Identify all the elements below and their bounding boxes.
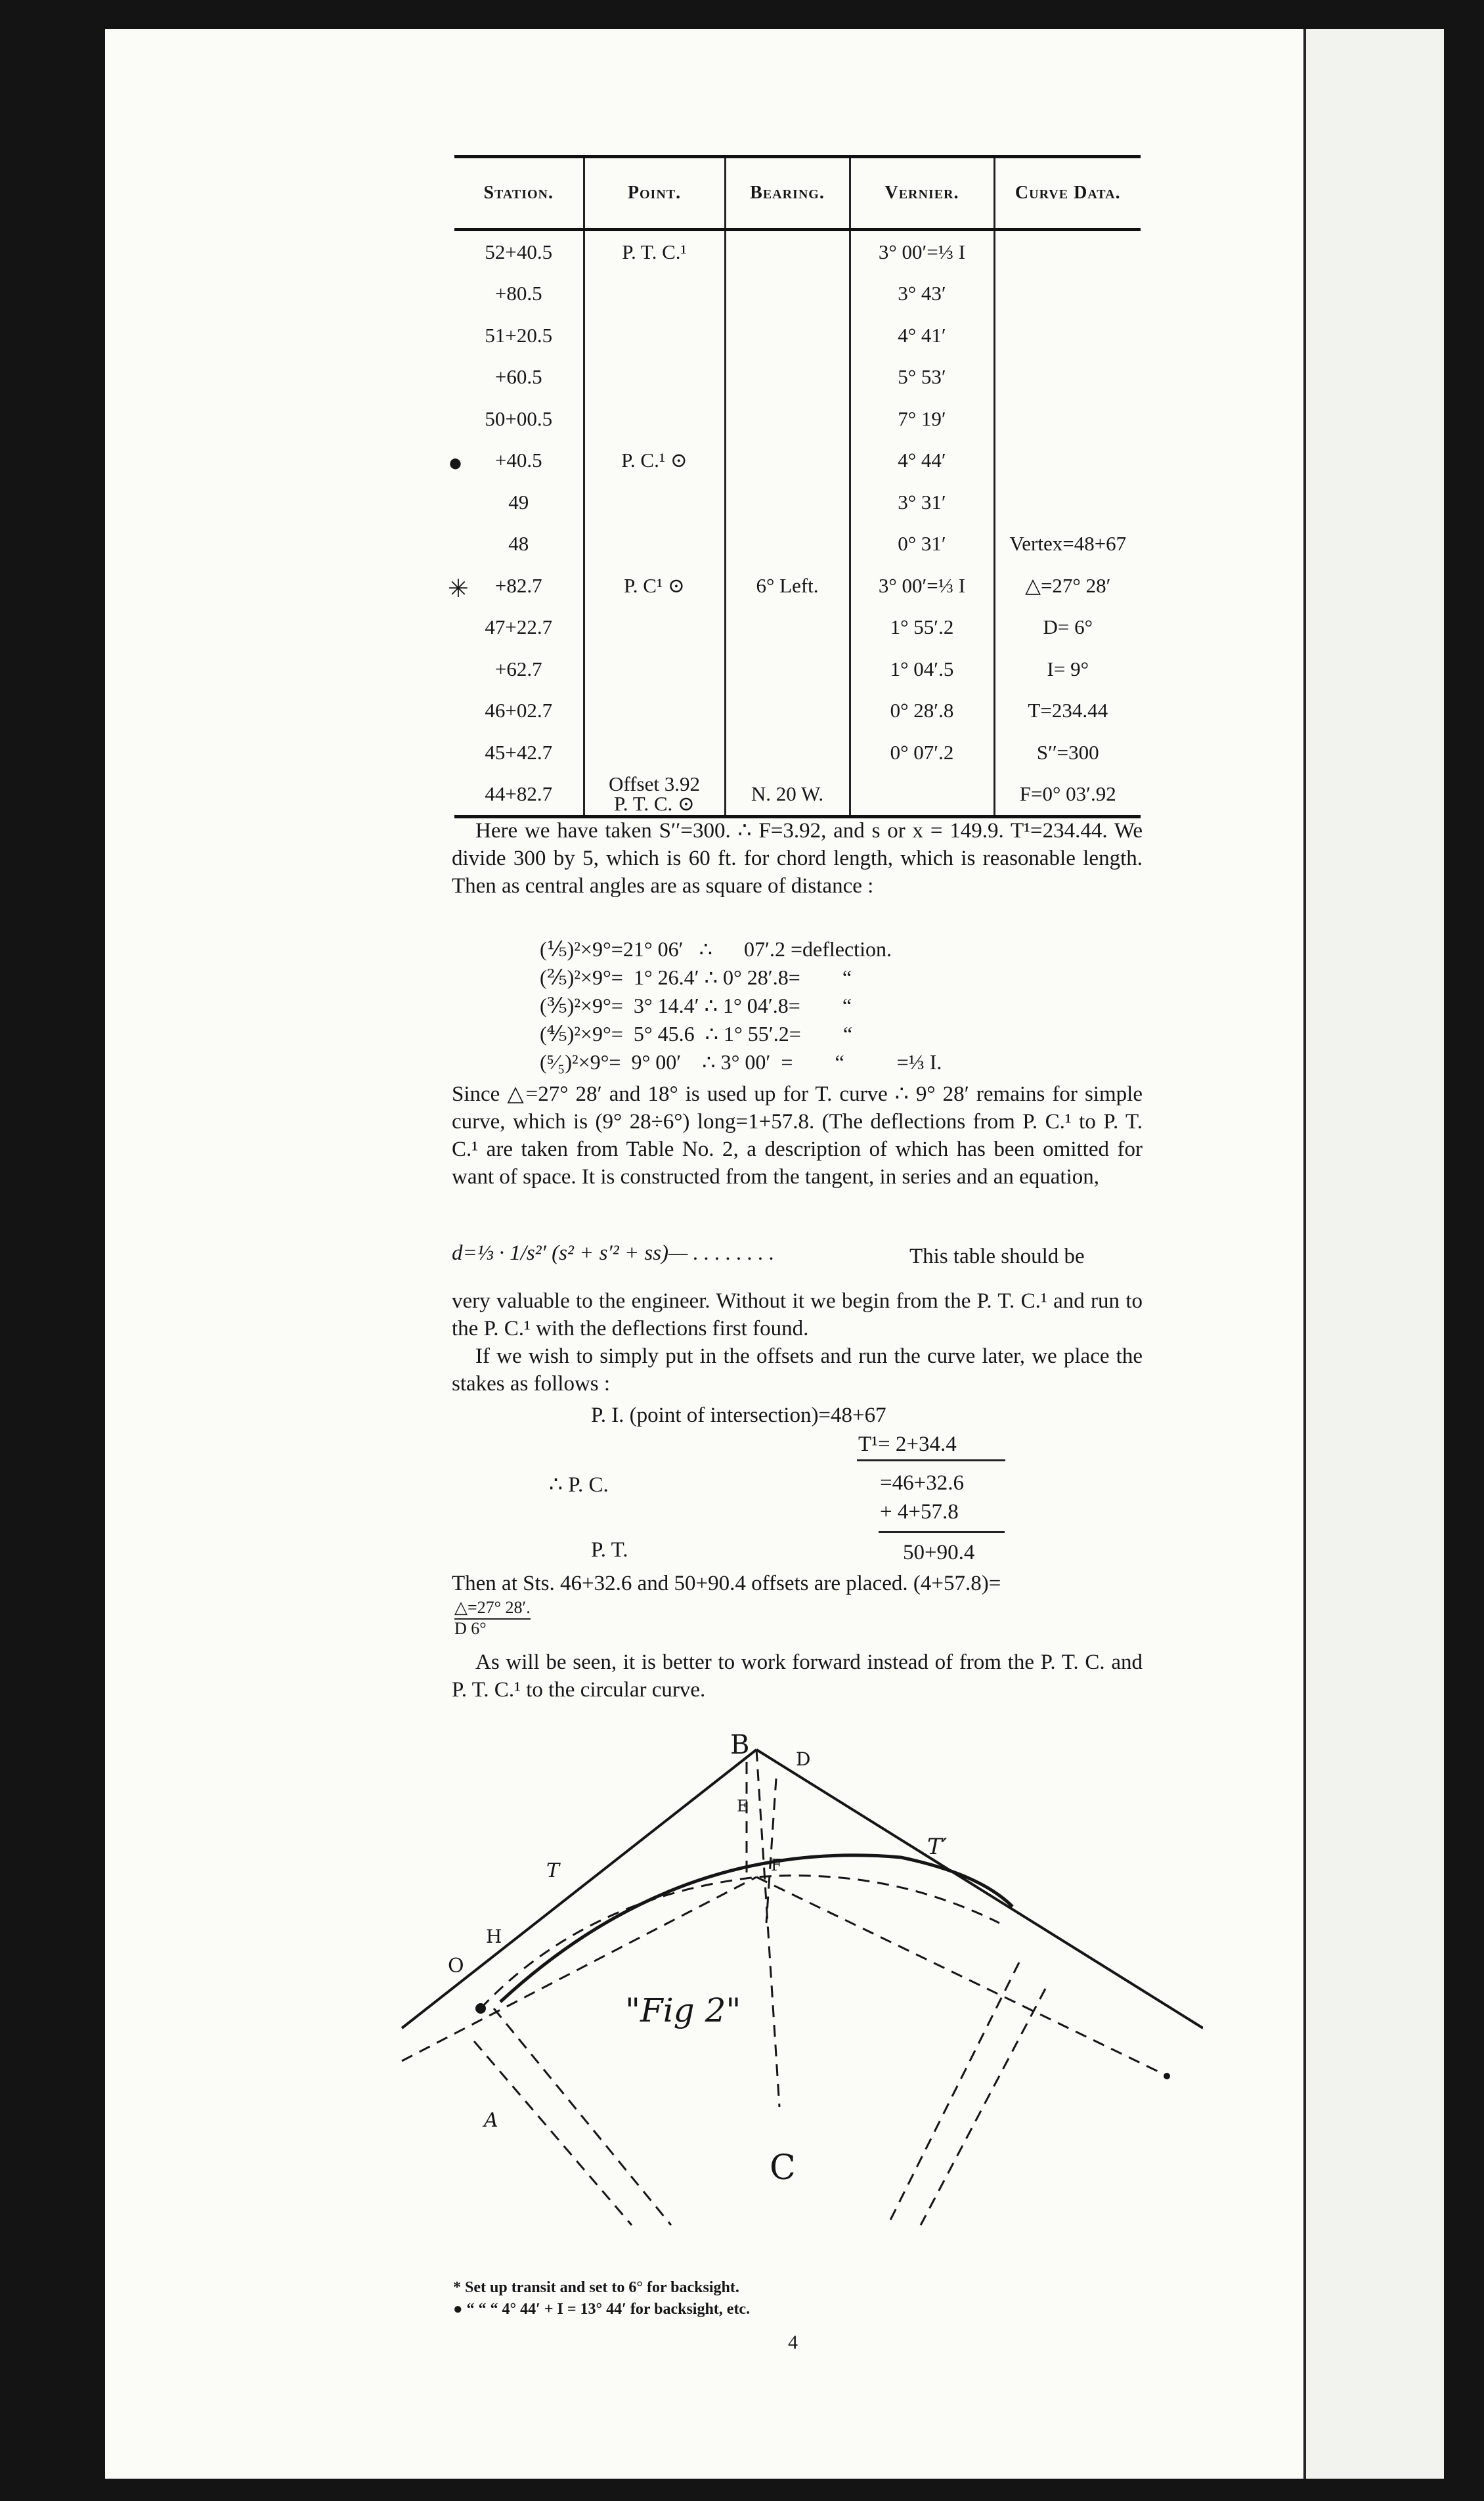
cell-vernier-text: 1° 04′.5 — [890, 657, 954, 680]
cell-point — [584, 732, 725, 774]
cell-point — [584, 398, 725, 440]
cell-station-text: +80.5 — [494, 282, 542, 305]
cell-station-text: 51+20.5 — [485, 323, 553, 347]
cell-point — [584, 565, 725, 607]
table-row — [454, 357, 1141, 399]
cell-curve-text: D= 6° — [1043, 615, 1093, 639]
paragraph-4: If we wish to simply put in the offsets and run the curve later, we place the stakes as follows : — [452, 1344, 1143, 1396]
table-row — [454, 648, 1141, 690]
cell-bearing — [725, 523, 850, 565]
cell-station — [454, 648, 584, 690]
cell-point — [584, 481, 725, 523]
cell-vernier — [850, 774, 994, 817]
label-o: O — [448, 1955, 464, 1978]
cell-station — [454, 690, 584, 732]
cell-point-text-2: P. T. C. ⊙ — [613, 792, 695, 816]
cell-bearing — [725, 440, 850, 482]
cell-curve — [994, 607, 1141, 649]
label-t-prime: T′ — [927, 1834, 948, 1860]
stake-rule-1 — [857, 1459, 1005, 1461]
cell-station-text: 45+42.7 — [485, 740, 553, 764]
body-text-6 — [452, 1649, 1143, 1704]
figure-caption: "Fig 2" — [625, 1991, 741, 2029]
cell-station — [454, 607, 584, 649]
tangent-right — [756, 1750, 1203, 2028]
cell-vernier — [850, 565, 994, 607]
figure-2-diagram — [389, 1726, 1203, 2245]
cell-vernier — [850, 230, 994, 273]
row-mark: ✳ — [448, 575, 469, 603]
cell-vernier — [850, 481, 994, 523]
cell-curve — [994, 273, 1141, 315]
cell-station — [454, 481, 584, 523]
label-f: F — [771, 1856, 782, 1874]
cell-vernier — [850, 607, 994, 649]
cell-station-text: 46+02.7 — [485, 699, 553, 722]
cell-curve — [994, 565, 1141, 607]
cell-station — [448, 440, 584, 482]
cell-curve-text: I= 9° — [1047, 657, 1089, 680]
cell-station-text: 47+22.7 — [485, 615, 553, 639]
paragraph-2: Since △=27° 28′ and 18° is used up for T. curve ∴ 9° 28′ remains for simple curve, which is (9° 28÷6°) long=1+57.8. (The deflections from P. C.¹ to P. T. C.¹ are taken from Table No. 2, a description of which has been omitted for want of space. It is constructed from the tangent, in series and an equation, — [452, 1082, 1143, 1189]
cell-point-text: P. C¹ ⊙ — [624, 573, 685, 597]
label-e: E — [737, 1797, 749, 1815]
survey-table — [448, 155, 1141, 818]
cell-station — [454, 315, 584, 357]
body-text — [452, 817, 1143, 900]
label-a: A — [484, 2109, 498, 2132]
cell-curve — [994, 690, 1141, 732]
cell-curve — [994, 523, 1141, 565]
cell-bearing — [725, 273, 850, 315]
table-row — [454, 398, 1141, 440]
cell-bearing — [725, 732, 850, 774]
cell-bearing — [725, 357, 850, 399]
header-curve-data: Curve Data. — [994, 157, 1141, 230]
fraction-numerator: △=27° 28′. — [454, 1599, 531, 1620]
cell-curve — [994, 648, 1141, 690]
cell-vernier-text: 4° 44′ — [898, 449, 946, 472]
square-line-3: (⅗)²×9°= 3° 14.4′ ∴ 1° 04′.8= “ — [540, 994, 852, 1017]
cell-curve-text: T=234.44 — [1028, 699, 1108, 722]
cell-curve — [994, 481, 1141, 523]
paragraph-3: very valuable to the engineer. Without it we begin from the P. T. C.¹ and run to the P. C.¹ with the deflections first found. — [452, 1289, 1143, 1340]
cell-bearing — [725, 648, 850, 690]
stake-pt-value: 50+90.4 — [903, 1541, 975, 1564]
cell-point — [584, 357, 725, 399]
body-text-5 — [452, 1570, 1143, 1597]
cell-point — [584, 774, 725, 817]
table-row — [454, 607, 1141, 649]
table-row — [454, 440, 1141, 482]
table-row — [454, 774, 1141, 817]
cell-bearing — [725, 607, 850, 649]
header-bearing: Bearing. — [725, 157, 850, 230]
radius-line-right-2 — [888, 1962, 1019, 2225]
cell-curve-text: S′′=300 — [1036, 740, 1099, 764]
label-c: C — [770, 2148, 796, 2188]
end-dot — [1164, 2073, 1170, 2079]
cell-bearing-text: N. 20 W. — [751, 782, 824, 806]
cell-station-text: +62.7 — [494, 657, 542, 680]
label-d: D — [796, 1748, 811, 1770]
table-row — [454, 690, 1141, 732]
cell-point-text: P. T. C.¹ — [622, 240, 687, 263]
footnote-1: * Set up transit and set to 6° for backsight. — [453, 2279, 739, 2296]
cell-point — [584, 440, 725, 482]
cell-vernier-text: 4° 41′ — [898, 323, 946, 347]
stake-rule-2 — [879, 1531, 1005, 1533]
cell-curve — [994, 315, 1141, 357]
cell-curve-text: F=0° 03′.92 — [1019, 782, 1116, 806]
cell-curve-text: △=27° 28′ — [1025, 573, 1111, 597]
table-row — [454, 315, 1141, 357]
equation: d=⅓ · 1/s²′ (s² + s′² + ss)— . . . . . . . . — [452, 1241, 775, 1265]
row-mark: ● — [448, 449, 463, 477]
cell-point — [584, 648, 725, 690]
body-text-2 — [452, 1080, 1143, 1191]
stake-t1: T¹= 2+34.4 — [858, 1432, 957, 1456]
cell-station-text: +60.5 — [494, 365, 542, 389]
table-row — [454, 565, 1141, 607]
cell-bearing — [725, 774, 850, 817]
table-row — [454, 523, 1141, 565]
adjacent-page-edge — [1303, 29, 1444, 2479]
cell-station — [454, 230, 584, 273]
equation-tail: This table should be — [909, 1245, 1085, 1268]
cell-curve — [994, 357, 1141, 399]
stake-add: + 4+57.8 — [880, 1500, 959, 1524]
cell-bearing — [725, 481, 850, 523]
table-row — [454, 481, 1141, 523]
square-line-2: (⅖)²×9°= 1° 26.4′ ∴ 0° 28′.8= “ — [540, 965, 852, 989]
table-row — [454, 273, 1141, 315]
stake-pi: P. I. (point of intersection)=48+67 — [591, 1404, 886, 1427]
offset-curve-dashed — [481, 1876, 999, 2008]
cell-bearing — [725, 690, 850, 732]
table-row — [454, 732, 1141, 774]
cell-station-text: 48 — [508, 532, 529, 556]
radius-line-left-2 — [474, 2041, 632, 2225]
cell-point-text: Offset 3.92 — [609, 772, 700, 796]
cell-bearing — [725, 315, 850, 357]
survey-table-wrapper — [448, 155, 1141, 818]
cell-point-text: P. C.¹ ⊙ — [621, 449, 687, 472]
cell-station-text: +82.7 — [494, 573, 542, 597]
cell-vernier-text: 1° 55′.2 — [890, 615, 954, 639]
cell-vernier-text: 0° 31′ — [898, 532, 946, 556]
tangent-left — [402, 1750, 756, 2028]
header-point: Point. — [584, 157, 725, 230]
cell-vernier — [850, 732, 994, 774]
cell-point — [584, 690, 725, 732]
cell-point — [584, 607, 725, 649]
cell-curve — [994, 774, 1141, 817]
fraction — [454, 1599, 531, 1638]
square-line-5: (⁵⁄₅)²×9°= 9° 00′ ∴ 3° 00′ = “ =⅓ I. — [540, 1050, 942, 1074]
header-vernier: Vernier. — [850, 157, 994, 230]
cell-station-text: 50+00.5 — [485, 407, 553, 430]
cell-station — [454, 357, 584, 399]
cell-station — [448, 565, 584, 607]
cell-vernier-text: 3° 43′ — [898, 282, 946, 305]
paragraph-5: Then at Sts. 46+32.6 and 50+90.4 offsets are placed. (4+57.8)= — [452, 1572, 1001, 1595]
cell-curve-text: Vertex=48+67 — [1009, 532, 1127, 556]
cell-vernier-text: 3° 00′=⅓ I — [878, 240, 966, 263]
cell-station-text: 49 — [508, 490, 529, 514]
footnote-2: ● “ “ “ 4° 44′ + I = 13° 44′ for backsight, etc. — [453, 2301, 751, 2318]
paragraph-6: As will be seen, it is better to work forward instead of from the P. T. C. and P. T. C.¹ to the circular curve. — [452, 1650, 1143, 1702]
cell-point — [584, 315, 725, 357]
cell-vernier-text: 7° 19′ — [898, 407, 946, 430]
cell-station-text: +40.5 — [494, 449, 542, 472]
cell-station — [454, 523, 584, 565]
cell-vernier — [850, 398, 994, 440]
cell-curve — [994, 230, 1141, 273]
table-header-row — [454, 157, 1141, 230]
cell-vernier-text: 3° 00′=⅓ I — [878, 573, 966, 597]
radius-line-c — [756, 1750, 779, 2107]
cell-point — [584, 230, 725, 273]
cell-vernier — [850, 440, 994, 482]
radius-line-left-1 — [494, 2008, 671, 2225]
table-row — [454, 230, 1141, 273]
cell-vernier — [850, 648, 994, 690]
cell-vernier-text: 0° 07′.2 — [890, 740, 954, 764]
square-line-4: (⅘)²×9°= 5° 45.6 ∴ 1° 55′.2= “ — [540, 1022, 853, 1046]
cell-bearing-text: 6° Left. — [756, 573, 819, 597]
cell-vernier-text: 3° 31′ — [898, 490, 946, 514]
cell-station — [454, 398, 584, 440]
label-t: T — [546, 1859, 560, 1882]
stake-pt-label: P. T. — [591, 1538, 628, 1562]
body-text-3 — [452, 1287, 1143, 1398]
start-dot — [475, 2003, 486, 2014]
vertex-drop-f — [766, 1779, 776, 1923]
cell-station-text: 52+40.5 — [485, 240, 553, 263]
cell-vernier-text: 5° 53′ — [898, 365, 946, 389]
cell-bearing — [725, 398, 850, 440]
cell-curve — [994, 732, 1141, 774]
cell-station-text: 44+82.7 — [485, 782, 553, 806]
cell-vernier — [850, 523, 994, 565]
cell-bearing — [725, 565, 850, 607]
cell-vernier — [850, 273, 994, 315]
cell-curve — [994, 398, 1141, 440]
header-station: Station. — [454, 157, 584, 230]
stake-pc-value: =46+32.6 — [880, 1471, 964, 1495]
cell-station — [454, 732, 584, 774]
label-b: B — [730, 1730, 750, 1760]
cell-curve — [994, 440, 1141, 482]
paragraph-1: Here we have taken S′′=300. ∴ F=3.92, and s or x = 149.9. T¹=234.44. We divide 300 by 5, which is 60 ft. for chord length, which is reasonable length. Then as central angles are as square of distance : — [452, 819, 1143, 898]
fraction-denominator: D 6° — [454, 1619, 487, 1638]
cell-station — [454, 774, 584, 817]
square-line-1: (⅕)²×9°=21° 06′ ∴ 07′.2 =deflection. — [540, 937, 892, 961]
cell-point — [584, 523, 725, 565]
cell-vernier — [850, 690, 994, 732]
page-number: 4 — [788, 2332, 798, 2353]
cell-vernier — [850, 315, 994, 357]
cell-vernier-text: 0° 28′.8 — [890, 699, 954, 722]
cell-vernier — [850, 357, 994, 399]
stake-pc-label: ∴ P. C. — [549, 1473, 609, 1497]
cell-point — [584, 273, 725, 315]
label-h: H — [486, 1926, 502, 1947]
cell-bearing — [725, 230, 850, 273]
cell-station — [454, 273, 584, 315]
radius-line-right-1 — [921, 1989, 1045, 2225]
